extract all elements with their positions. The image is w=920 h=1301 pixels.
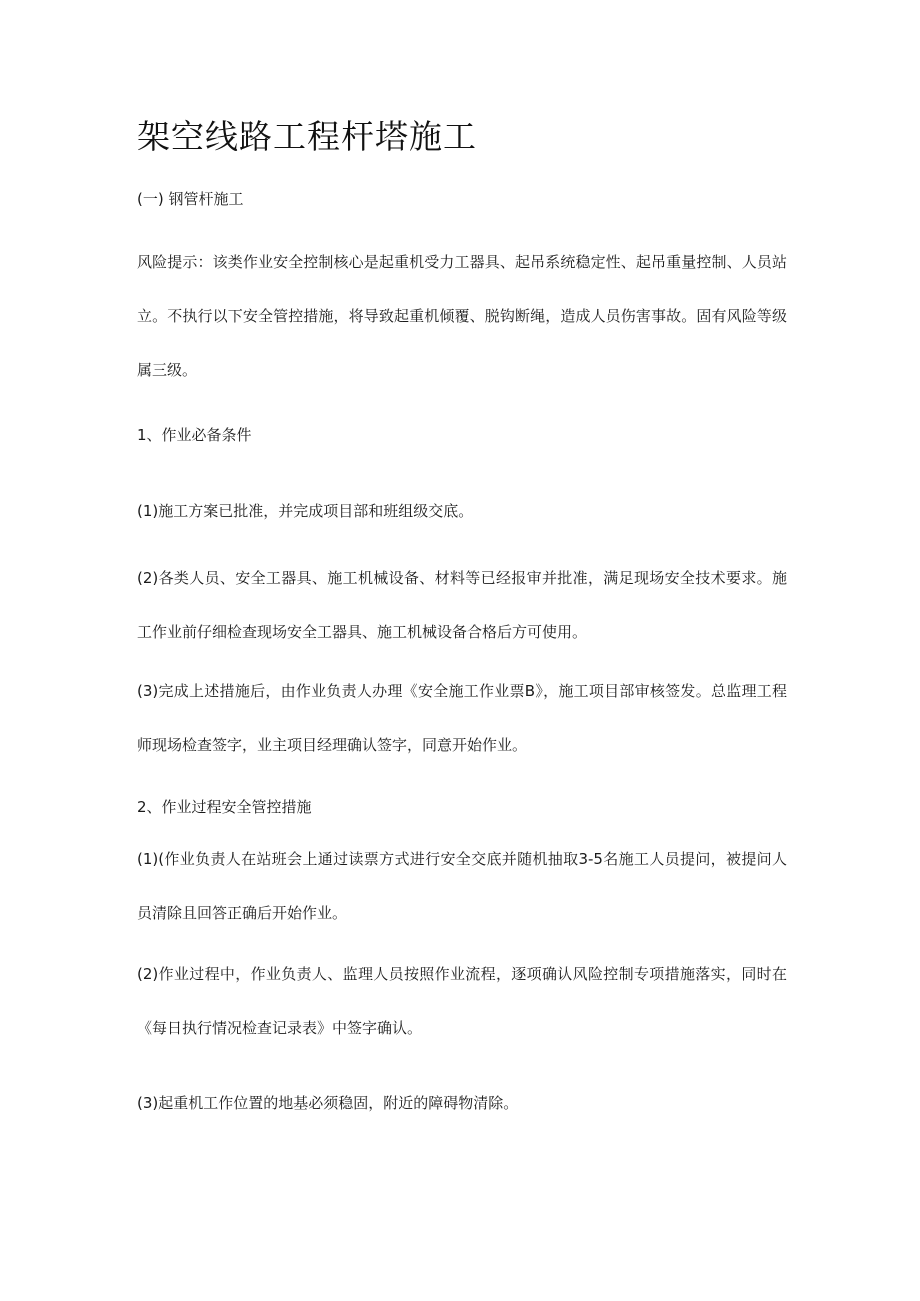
risk-note-paragraph: 风险提示：该类作业安全控制核心是起重机受力工器具、起吊系统稳定性、起吊重量控制、人员站立。不执行以下安全管控措施，将导致起重机倾覆、脱钩断绳，造成人员伤害事故。固有风险等级属三级。 — [137, 253, 787, 379]
document-title: 架空线路工程杆塔施工 — [137, 117, 477, 156]
section2-heading: 2、作业过程安全管控措施 — [137, 798, 312, 816]
section2-item-2: (2)作业过程中，作业负责人、监理人员按照作业流程，逐项确认风险控制专项措施落实，同时在《每日执行情况检查记录表》中签字确认。 — [137, 965, 787, 1037]
section2-item-3: (3)起重机工作位置的地基必须稳固，附近的障碍物清除。 — [137, 1094, 519, 1112]
section1-item-2: (2)各类人员、安全工器具、施工机械设备、材料等已经报审并批准，满足现场安全技术要求。施工作业前仔细检查现场安全工器具、施工机械设备合格后方可使用。 — [137, 569, 787, 641]
section1-item-3: (3)完成上述措施后，由作业负责人办理《安全施工作业票B》，施工项目部审核签发。总监理工程师现场检查签字，业主项目经理确认签字，同意开始作业。 — [137, 682, 787, 754]
section1-heading: 1、作业必备条件 — [137, 426, 252, 444]
section-subtitle: (一) 钢管杆施工 — [137, 190, 244, 208]
section2-item-1: (1)(作业负责人在站班会上通过读票方式进行安全交底并随机抽取3-5名施工人员提问，被提问人员清除且回答正确后开始作业。 — [137, 850, 787, 922]
section1-item-1: (1)施工方案已批准，并完成项目部和班组级交底。 — [137, 502, 474, 520]
